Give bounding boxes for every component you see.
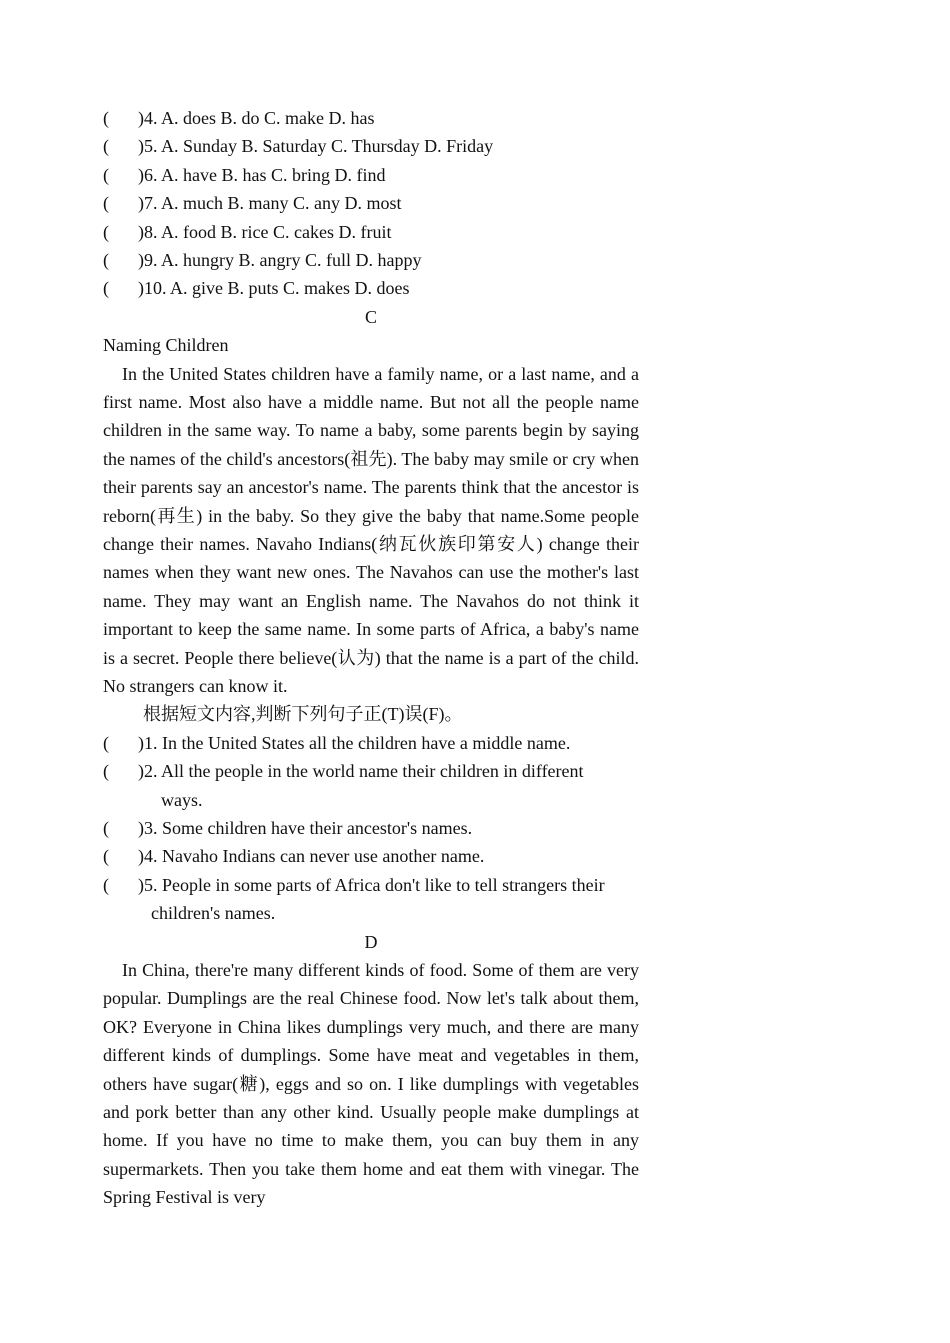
section-c-passage: In the United States children have a family name, or a last name, and a first name. Most also have a middle name. But not all the people name children in the same way. To name a baby, some parents begin by saying the names of the child's ancestors(祖先). The baby may smile or cry when their parents say an ancestor's name. The parents think that the ancestor is reborn(再生) in the baby. So they give the baby that name.Some people change their names. Navaho Indians(纳瓦伙族印第安人) change their names when they want new ones. The Navahos can use the mother's last name. They may want an English name. The Navahos do not think it important to keep the same name. In some parts of Africa, a baby's name is a secret. People there believe(认为) that the name is a part of the child. No strangers can know it. (103, 363, 639, 696)
section-c-heading: C (364, 306, 377, 327)
question-item: ( )3. Some children have their ancestor's names. (103, 818, 473, 838)
option-row: ( )10. A. give B. puts C. makes D. does (103, 278, 410, 299)
option-row: ( )6. A. have B. has C. bring D. find (103, 164, 386, 185)
section-c-title: Naming Children (103, 335, 229, 356)
question-continuation: ways. (161, 789, 203, 810)
option-row: ( )8. A. food B. rice C. cakes D. fruit (103, 221, 392, 242)
document-page (103, 104, 639, 1212)
question-item: ( )5. People in some parts of Africa don't like to tell strangers their (103, 874, 605, 895)
question-item: ( )2. All the people in the world name their children in different (103, 761, 584, 782)
section-d-heading: D (364, 931, 378, 952)
section-c-questions (103, 729, 639, 928)
option-row: ( )7. A. much B. many C. any D. most (103, 193, 402, 214)
section-d-passage: In China, there're many different kinds of food. Some of them are very popular. Dumplings are the real Chinese food. Now let's talk about them, OK? Everyone in China likes dumplings very much, and there are many different kinds of dumplings. Some have meat and vegetables in them, others have sugar(糖), eggs and so on. I like dumplings with vegetables and pork better than any other kind. Usually people make dumplings at home. If you have no time to make them, you can buy them in any supermarkets. Then you take them home and eat them with vinegar. The Spring Festival is very (103, 960, 639, 1208)
option-row: ( )5. A. Sunday B. Saturday C. Thursday D. Friday (103, 136, 494, 157)
question-item: ( )4. Navaho Indians can never use another name. (103, 846, 485, 867)
option-row: ( )9. A. hungry B. angry C. full D. happy (103, 249, 422, 270)
section-c-instruction: 根据短文内容,判断下列句子正(T)误(F)。 (143, 704, 463, 725)
option-row: ( )4. A. does B. do C. make D. has (103, 108, 375, 128)
section-b-options (103, 104, 639, 303)
question-item: ( )1. In the United States all the children have a middle name. (103, 732, 571, 753)
question-continuation: children's names. (151, 903, 276, 924)
